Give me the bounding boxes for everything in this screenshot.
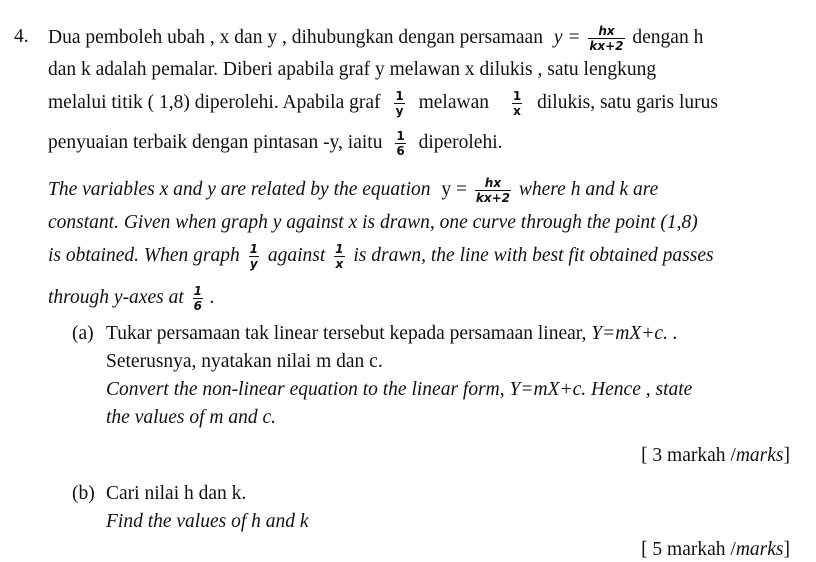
- marks-suffix: ]: [783, 445, 790, 466]
- fraction-1-over-x: [512, 90, 522, 117]
- part-a-linear-form: Y=mX+c. .: [591, 323, 678, 344]
- equation-denominator: kx+2: [589, 39, 624, 53]
- malay-line-2: [48, 58, 791, 82]
- question-number: 4.: [14, 26, 29, 47]
- marks-prefix: [ 5 markah /: [641, 539, 736, 560]
- part-b-label: (b): [72, 483, 95, 504]
- part-a-english-2: the values of m and c.: [106, 407, 277, 428]
- fraction-denominator: 6: [396, 144, 405, 158]
- fraction-numerator: 1: [396, 129, 405, 143]
- fraction-1-over-6-en: [193, 285, 203, 312]
- marks-label: marks: [735, 445, 784, 466]
- equation-fraction: [588, 25, 624, 52]
- part-b-english: Find the values of h and k: [106, 511, 309, 532]
- fraction-numerator: 1: [193, 284, 202, 298]
- english-line-2: constant. Given when graph y against x is drawn, one curve through the point (1,8): [48, 212, 698, 233]
- part-a-malay-1: [106, 322, 678, 346]
- english-line-3-b: against: [267, 244, 326, 266]
- part-a-marks: [641, 444, 790, 468]
- malay-line-4: [48, 130, 503, 157]
- malay-line-1-end: dengan h: [632, 26, 704, 48]
- fraction-numerator: 1: [249, 242, 258, 256]
- malay-line-3: [48, 90, 718, 117]
- fraction-1-over-x-en: [334, 243, 344, 270]
- equation-numerator: hx: [475, 177, 511, 191]
- marks-prefix: [ 3 markah /: [641, 445, 736, 466]
- english-line-4: [48, 285, 215, 312]
- fraction-denominator: y: [395, 104, 404, 118]
- english-line-1-end: where h and k are: [518, 178, 659, 200]
- part-a-label: (a): [72, 323, 94, 344]
- malay-line-3-c: dilukis, satu garis lurus: [537, 91, 719, 113]
- part-b-malay: Cari nilai h dan k.: [106, 483, 247, 504]
- part-a-english-1: Convert the non-linear equation to the linear form, Y=mX+c. Hence , state: [106, 379, 693, 400]
- marks-label: marks: [735, 539, 784, 560]
- fraction-1-over-y-en: [249, 243, 259, 270]
- malay-line-1: [48, 25, 703, 52]
- equation-lhs-en: y =: [441, 178, 468, 200]
- english-line-4-b: .: [209, 286, 215, 308]
- malay-line-4-b: diperolehi.: [418, 131, 503, 153]
- malay-line-3-a: melalui titik ( 1,8) diperolehi. Apabila graf: [48, 91, 381, 113]
- marks-suffix: ]: [783, 539, 790, 560]
- part-b-marks: [641, 538, 790, 562]
- equation-lhs: y =: [553, 26, 581, 48]
- fraction-denominator: x: [513, 104, 521, 118]
- equation-numerator: hx: [588, 25, 624, 39]
- fraction-numerator: 1: [395, 89, 404, 103]
- malay-line-3-b: melawan: [418, 91, 489, 113]
- fraction-denominator: 6: [193, 299, 202, 313]
- english-line-4-a: through y-axes at: [48, 286, 184, 308]
- equation-denominator: kx+2: [475, 191, 511, 205]
- fraction-numerator: 1: [335, 242, 344, 256]
- fraction-denominator: x: [335, 257, 344, 271]
- equation-fraction-en: [475, 177, 511, 204]
- malay-line-4-a: penyuaian terbaik dengan pintasan -y, iaitu: [48, 131, 383, 153]
- english-line-1-text: The variables x and y are related by the equation: [48, 178, 431, 200]
- english-line-3-c: is drawn, the line with best fit obtained passes: [353, 244, 714, 266]
- english-line-1: [48, 177, 658, 204]
- english-line-3: [48, 243, 714, 270]
- english-line-3-a: is obtained. When graph: [48, 244, 240, 266]
- fraction-1-over-6: [395, 130, 405, 157]
- fraction-denominator: y: [249, 257, 258, 271]
- part-a-malay-text: Tukar persamaan tak linear tersebut kepada persamaan linear,: [106, 323, 587, 344]
- fraction-numerator: 1: [512, 89, 522, 103]
- part-a-malay-2: Seterusnya, nyatakan nilai m dan c.: [106, 351, 383, 372]
- malay-line-2-text: dan k adalah pemalar. Diberi apabila graf y melawan x dilukis , satu lengkung: [48, 59, 657, 80]
- fraction-1-over-y: [394, 90, 404, 117]
- malay-line-1-text: Dua pemboleh ubah , x dan y , dihubungkan dengan persamaan: [48, 26, 543, 48]
